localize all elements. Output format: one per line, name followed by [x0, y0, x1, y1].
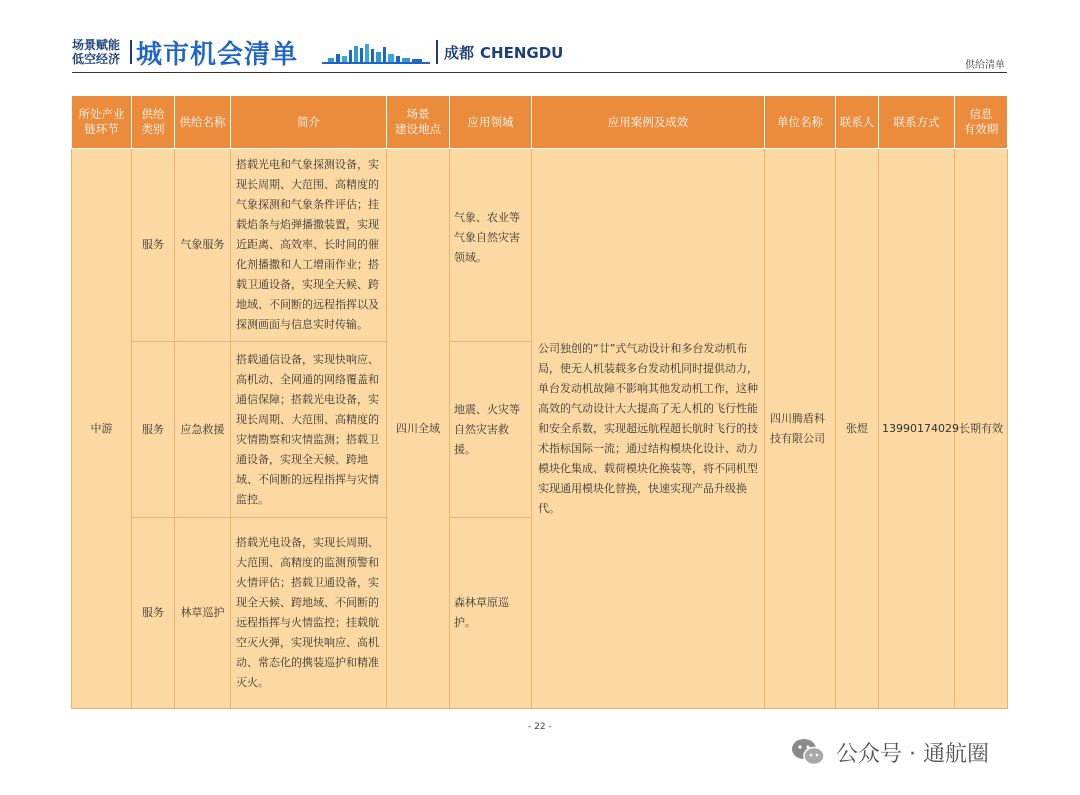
page-title: 城市机会清单	[136, 40, 299, 70]
category-cell: 服务	[132, 518, 175, 709]
contact-cell: 张煜	[836, 149, 879, 709]
header-tag	[72, 38, 128, 66]
table-row	[72, 149, 1008, 342]
col-contact: 联系人	[836, 96, 879, 149]
description-cell: 搭载通信设备，实现快响应、高机动、全网通的网络覆盖和通信保障；搭载光电设备，实现长周期、大范围、高精度的灾情勘察和灾情监测；搭载卫通设备，实现全天候、跨地域、不间断的远程指挥与灾情监控。	[231, 342, 387, 518]
field-text: 气象、农业等气象自然灾害领域。	[454, 211, 520, 264]
chain-stage-cell: 中游	[72, 149, 132, 709]
col-field: 应用领域	[450, 96, 532, 149]
wechat-icon	[790, 737, 826, 767]
supply-table	[71, 95, 1008, 709]
section-label: 供给清单	[965, 60, 1005, 71]
page-header	[72, 36, 1007, 73]
header-tag-line1: 场景赋能	[72, 38, 121, 52]
supply-name-cell: 应急救援	[175, 342, 231, 518]
city-divider	[436, 40, 438, 64]
category-cell: 服务	[132, 149, 175, 342]
category-cell: 服务	[132, 342, 175, 518]
col-category: 供给 类别	[132, 96, 175, 149]
col-name: 供给名称	[175, 96, 231, 149]
site-cell: 四川全域	[387, 149, 450, 709]
watermark-text: 公众号 · 通航圈	[836, 741, 989, 767]
field-cell: 地震、火灾等自然灾害救援。	[450, 342, 532, 518]
supply-name-cell: 气象服务	[175, 149, 231, 342]
supply-name-cell: 林草巡护	[175, 518, 231, 709]
skyline-icon	[322, 42, 430, 66]
phone-cell: 13990174029	[879, 149, 955, 709]
description-cell: 搭载光电和气象探测设备，实现长周期、大范围、高精度的气象探测和气象条件评估；挂载焰条与焰弹播撒装置，实现近距离、高效率、长时间的催化剂播撒和人工增雨作业；搭载卫通设备，实现全天候、跨地域、不间断的远程指挥以及探测画面与信息实时传输。	[231, 149, 387, 342]
table-header-row	[72, 96, 1008, 149]
city-label	[444, 42, 563, 63]
col-phone: 联系方式	[879, 96, 955, 149]
company-cell: 四川腾盾科技有限公司	[765, 149, 836, 709]
city-cn: 成都	[444, 44, 475, 62]
watermark	[790, 736, 989, 768]
col-site: 场景 建设地点	[387, 96, 450, 149]
col-description: 简介	[231, 96, 387, 149]
header-tag-line2: 低空经济	[72, 52, 121, 66]
city-en: CHENGDU	[480, 44, 564, 62]
validity-cell: 长期有效	[955, 149, 1008, 709]
header-divider	[130, 40, 132, 64]
field-cell	[450, 149, 532, 342]
case-cell: 公司独创的“廿”式气动设计和多台发动机布局，使无人机装载多台发动机同时提供动力，单台发动机故障不影响其他发动机工作，这种高效的气动设计大大提高了无人机的飞行性能和安全系数，实现超远航程超长航时飞行的技术指标国际一流；通过结构模块化设计、动力模块化集成、载荷模块化换装等，将不同机型实现通用模块化替换，快速实现产品升级换代。	[532, 149, 765, 709]
field-cell: 森林草原巡护。	[450, 518, 532, 709]
col-case: 应用案例及成效	[532, 96, 765, 149]
col-chain-stage: 所处产业 链环节	[72, 96, 132, 149]
description-cell: 搭载光电设备，实现长周期、大范围、高精度的监测预警和火情评估；搭载卫通设备，实现全天候、跨地域、不间断的远程指挥与火情监控；挂载航空灭火弹，实现快响应、高机动、常态化的携装巡护和精准灭火。	[231, 518, 387, 709]
col-validity: 信息 有效期	[955, 96, 1008, 149]
col-company: 单位名称	[765, 96, 836, 149]
page-number: - 22 -	[528, 722, 552, 732]
